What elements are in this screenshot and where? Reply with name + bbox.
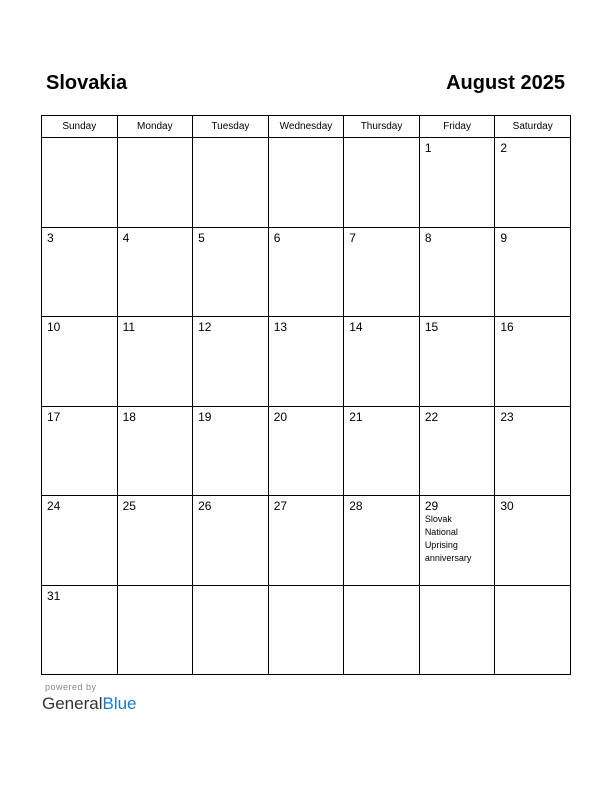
day-number [193, 138, 268, 141]
day-cell[interactable] [344, 496, 420, 586]
day-number [344, 586, 419, 589]
day-cell[interactable] [344, 227, 420, 317]
day-cell[interactable] [344, 317, 420, 407]
day-number: 11 [122, 320, 136, 334]
weekday-header: Saturday [495, 116, 571, 138]
day-cell[interactable] [495, 138, 571, 228]
day-cell[interactable] [117, 406, 193, 496]
holiday-label: Slovak National Uprising anniversary [424, 514, 472, 563]
day-cell[interactable] [419, 317, 495, 407]
day-number: 13 [273, 320, 288, 334]
country-title: Slovakia [46, 72, 128, 94]
day-number: 28 [349, 499, 363, 513]
day-number: 20 [273, 409, 288, 424]
day-number: 22 [424, 409, 439, 424]
day-number: 7 [349, 230, 356, 245]
day-cell[interactable] [344, 406, 420, 496]
day-number: 18 [122, 409, 136, 424]
day-number: 6 [273, 230, 281, 245]
day-number: 19 [198, 409, 212, 424]
weekday-header: Monday [117, 116, 193, 138]
week-row [42, 317, 571, 407]
day-number: 5 [198, 230, 205, 245]
day-cell[interactable] [495, 227, 571, 317]
day-number: 27 [273, 499, 288, 513]
day-cell[interactable] [419, 227, 495, 317]
day-cell[interactable] [268, 496, 344, 586]
day-number [193, 586, 268, 589]
day-number: 3 [47, 230, 54, 245]
month-title: August 2025 [446, 72, 565, 94]
day-cell[interactable] [42, 496, 118, 586]
day-number [344, 138, 419, 141]
day-cell[interactable] [344, 585, 420, 675]
day-cell[interactable] [495, 317, 571, 407]
calendar-grid [41, 115, 571, 675]
day-cell[interactable] [419, 138, 495, 228]
day-cell[interactable] [268, 585, 344, 675]
day-number: 1 [424, 141, 432, 155]
weekday-header: Thursday [344, 116, 420, 138]
day-number: 25 [122, 499, 136, 513]
logo-blue: Blue [102, 694, 137, 713]
day-number: 17 [47, 409, 61, 424]
day-number: 30 [500, 499, 514, 513]
day-cell[interactable] [268, 138, 344, 228]
day-cell[interactable] [419, 585, 495, 675]
day-cell[interactable] [117, 227, 193, 317]
weekday-header: Sunday [42, 116, 118, 138]
day-cell[interactable] [419, 496, 495, 586]
day-cell[interactable] [117, 585, 193, 675]
day-number [495, 586, 570, 589]
week-row [42, 406, 571, 496]
week-row [42, 227, 571, 317]
day-number: 8 [424, 230, 432, 245]
day-number [420, 586, 495, 589]
day-number [42, 138, 117, 141]
powered-by-label: powered by [45, 682, 97, 692]
day-cell[interactable] [495, 585, 571, 675]
day-cell[interactable] [495, 496, 571, 586]
day-number: 26 [198, 499, 212, 513]
day-cell[interactable] [117, 496, 193, 586]
weekday-header: Tuesday [193, 116, 269, 138]
weekday-header: Friday [419, 116, 495, 138]
day-number: 29 [424, 499, 439, 513]
day-cell[interactable] [42, 406, 118, 496]
day-number: 31 [47, 588, 61, 603]
day-number: 2 [500, 141, 508, 155]
day-cell[interactable] [193, 138, 269, 228]
day-number: 9 [500, 230, 508, 245]
day-number: 14 [349, 320, 363, 334]
day-cell[interactable] [42, 227, 118, 317]
day-cell[interactable] [495, 406, 571, 496]
day-cell[interactable] [193, 585, 269, 675]
day-cell[interactable] [42, 585, 118, 675]
day-number: 24 [47, 499, 61, 513]
day-number [269, 138, 344, 141]
weekday-header-row [42, 116, 571, 138]
day-number: 12 [198, 320, 212, 334]
day-cell[interactable] [193, 406, 269, 496]
day-cell[interactable] [117, 317, 193, 407]
day-cell[interactable] [268, 317, 344, 407]
weekday-header: Wednesday [268, 116, 344, 138]
day-cell[interactable] [268, 406, 344, 496]
week-row [42, 585, 571, 675]
day-number: 21 [349, 409, 363, 424]
logo-general: General [42, 694, 103, 713]
day-cell[interactable] [193, 227, 269, 317]
day-cell[interactable] [419, 406, 495, 496]
day-cell[interactable] [193, 317, 269, 407]
day-number [118, 138, 193, 141]
day-number [269, 586, 344, 589]
day-number: 4 [122, 230, 130, 245]
week-row [42, 138, 571, 228]
day-number: 15 [424, 320, 439, 334]
day-cell[interactable] [42, 317, 118, 407]
generalblue-logo[interactable] [42, 694, 137, 714]
day-cell[interactable] [117, 138, 193, 228]
week-row [42, 496, 571, 586]
day-cell[interactable] [344, 138, 420, 228]
day-number: 16 [500, 320, 514, 334]
day-cell[interactable] [268, 227, 344, 317]
day-cell[interactable] [42, 138, 118, 228]
day-number: 23 [500, 409, 514, 424]
day-number [118, 586, 193, 589]
day-cell[interactable] [193, 496, 269, 586]
day-number: 10 [47, 320, 61, 334]
